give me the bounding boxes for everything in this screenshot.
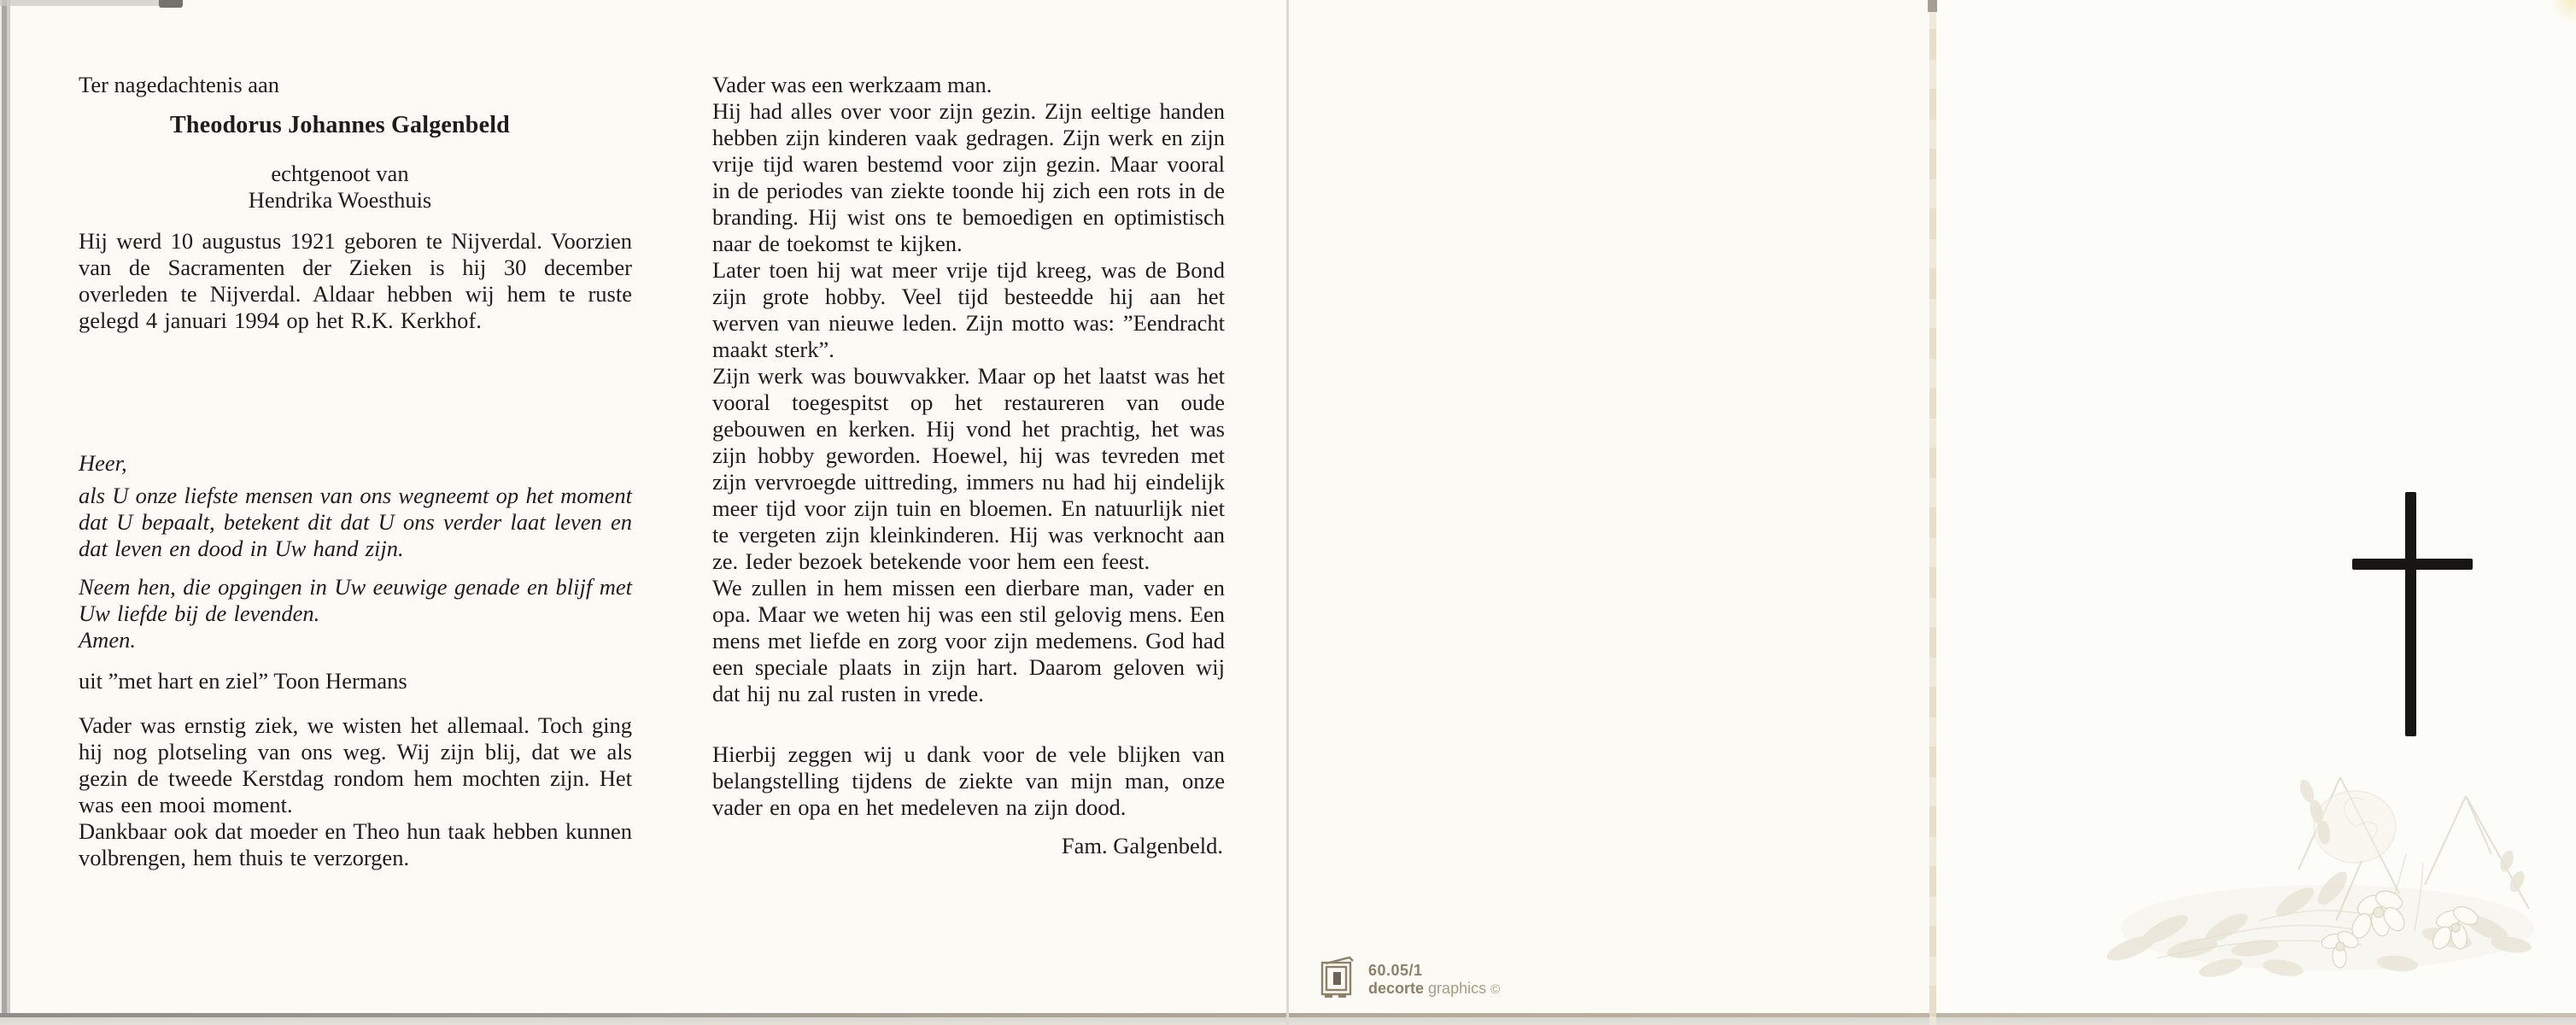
flower-engraving-illustration — [2080, 724, 2575, 981]
prayer-salutation: Heer, — [79, 450, 127, 476]
middle-text-panel — [712, 72, 1225, 859]
printer-brand-suffix: graphics — [1428, 980, 1487, 997]
spouse-label: echtgenoot van — [271, 161, 409, 186]
scan-top-right-tint — [2550, 0, 2576, 24]
eulogy-paragraph-2: Later toen hij wat meer vrije tijd kreeg, was de Bond zijn grote hobby. Veel tijd besteedde hij aan het werven van nieuwe leden. Zijn motto was: ”Eendracht maakt sterk”. — [712, 257, 1225, 362]
cross-vertical-bar — [2405, 492, 2416, 736]
thanks-paragraph: Hierbij zeggen wij u dank voor de vele blijken van belangstelling tijdens de ziekte van mijn man, onze vader en opa en het medeleven na zijn dood. — [712, 741, 1225, 820]
memory-paragraph-2: Dankbaar ook dat moeder en Theo hun taak hebben kunnen volbrengen, hem thuis te verzorgen. — [79, 818, 632, 870]
eulogy-paragraph-3: Zijn werk was bouwvakker. Maar op het laatst was het vooral toegespitst op het restaureren van oude gebouwen en kerken. Hij vond het prachtig, het was zijn hobby geworden. Hoewel, hij was tevreden met zijn vervroegde uittreding, immers nu had hij eindelijk meer tijd voor zijn tuin en bloemen. En natuurlijk niet te vergeten zijn kleinkinderen. Hij was verknocht aan ze. Ieder bezoek betekende voor hem een feest. — [712, 363, 1225, 574]
printer-logo — [1319, 955, 1500, 999]
printer-name-line — [1368, 980, 1500, 999]
decorte-card-icon — [1319, 955, 1358, 999]
prayer-block — [79, 450, 632, 653]
prayer-amen: Amen. — [79, 627, 136, 653]
prayer-verse-1: als U onze liefste mensen van ons wegneemt op het moment dat U bepaalt, betekent dit dat U ons verder laat leven en dat leven en dood in Uw hand zijn. — [79, 483, 632, 561]
printer-brand: decorte — [1368, 980, 1425, 997]
memory-paragraph-1: Vader was ernstig ziek, we wisten het allemaal. Toch ging hij nog plotseling van ons weg. Wij zijn blij, dat we als gezin de tweede Kerstdag rondom hem mochten zijn. Het was een mooi moment. — [79, 712, 632, 817]
printer-code: 60.05/1 — [1368, 962, 1423, 979]
printer-mark-text — [1368, 955, 1500, 999]
intro-line: Ter nagedachtenis aan — [79, 72, 280, 97]
fold-line-right-notch — [1928, 0, 1937, 12]
scan-top-notch — [159, 0, 183, 8]
cross-horizontal-bar — [2352, 559, 2473, 570]
family-signature: Fam. Galgenbeld. — [1061, 833, 1223, 858]
quote-attribution: uit ”met hart en ziel” Toon Hermans — [79, 668, 407, 694]
biography-paragraph: Hij werd 10 augustus 1921 geboren te Nijverdal. Voorzien van de Sacramenten der Zieken is hij 30 december overleden te Nijverdal. Aldaar hebben wij hem te ruste gelegd 4 januari 1994 op het R.K. Kerkhof. — [79, 228, 632, 333]
eulogy-paragraph-4: We zullen in hem missen een dierbare man, vader en opa. Maar we weten hij was een stil gelovig mens. Een mens met liefde en zorg voor zijn medemens. God had een speciale plaats in zijn hart. Daarom geloven wij dat hij nu zal rusten in vrede. — [712, 575, 1225, 706]
prayer-verse-2: Neem hen, die opgingen in Uw eeuwige genade en blijf met Uw liefde bij de levenden. — [79, 574, 632, 626]
copyright-symbol: © — [1490, 982, 1501, 997]
left-text-panel — [79, 72, 632, 871]
deceased-name: Theodorus Johannes Galgenbeld — [170, 112, 510, 138]
fold-line-right — [1929, 0, 1936, 1025]
card-left-edge — [0, 0, 12, 1025]
fold-line-left — [1286, 0, 1289, 1025]
spouse-name: Hendrika Woesthuis — [248, 187, 432, 213]
eulogy-opening-line: Vader was een werkzaam man. — [712, 72, 992, 97]
eulogy-paragraph-1: Hij had alles over voor zijn gezin. Zijn eeltige handen hebben zijn kinderen vaak gedragen. Zijn werk en zijn vrije tijd waren bestemd voor zijn gezin. Maar vooral in de periodes van ziekte toonde hij zich een rots in de branding. Hij wist ons te bemoedigen en optimistisch naar de toekomst te kijken. — [712, 98, 1225, 256]
scan-top-left-strip — [0, 0, 162, 6]
